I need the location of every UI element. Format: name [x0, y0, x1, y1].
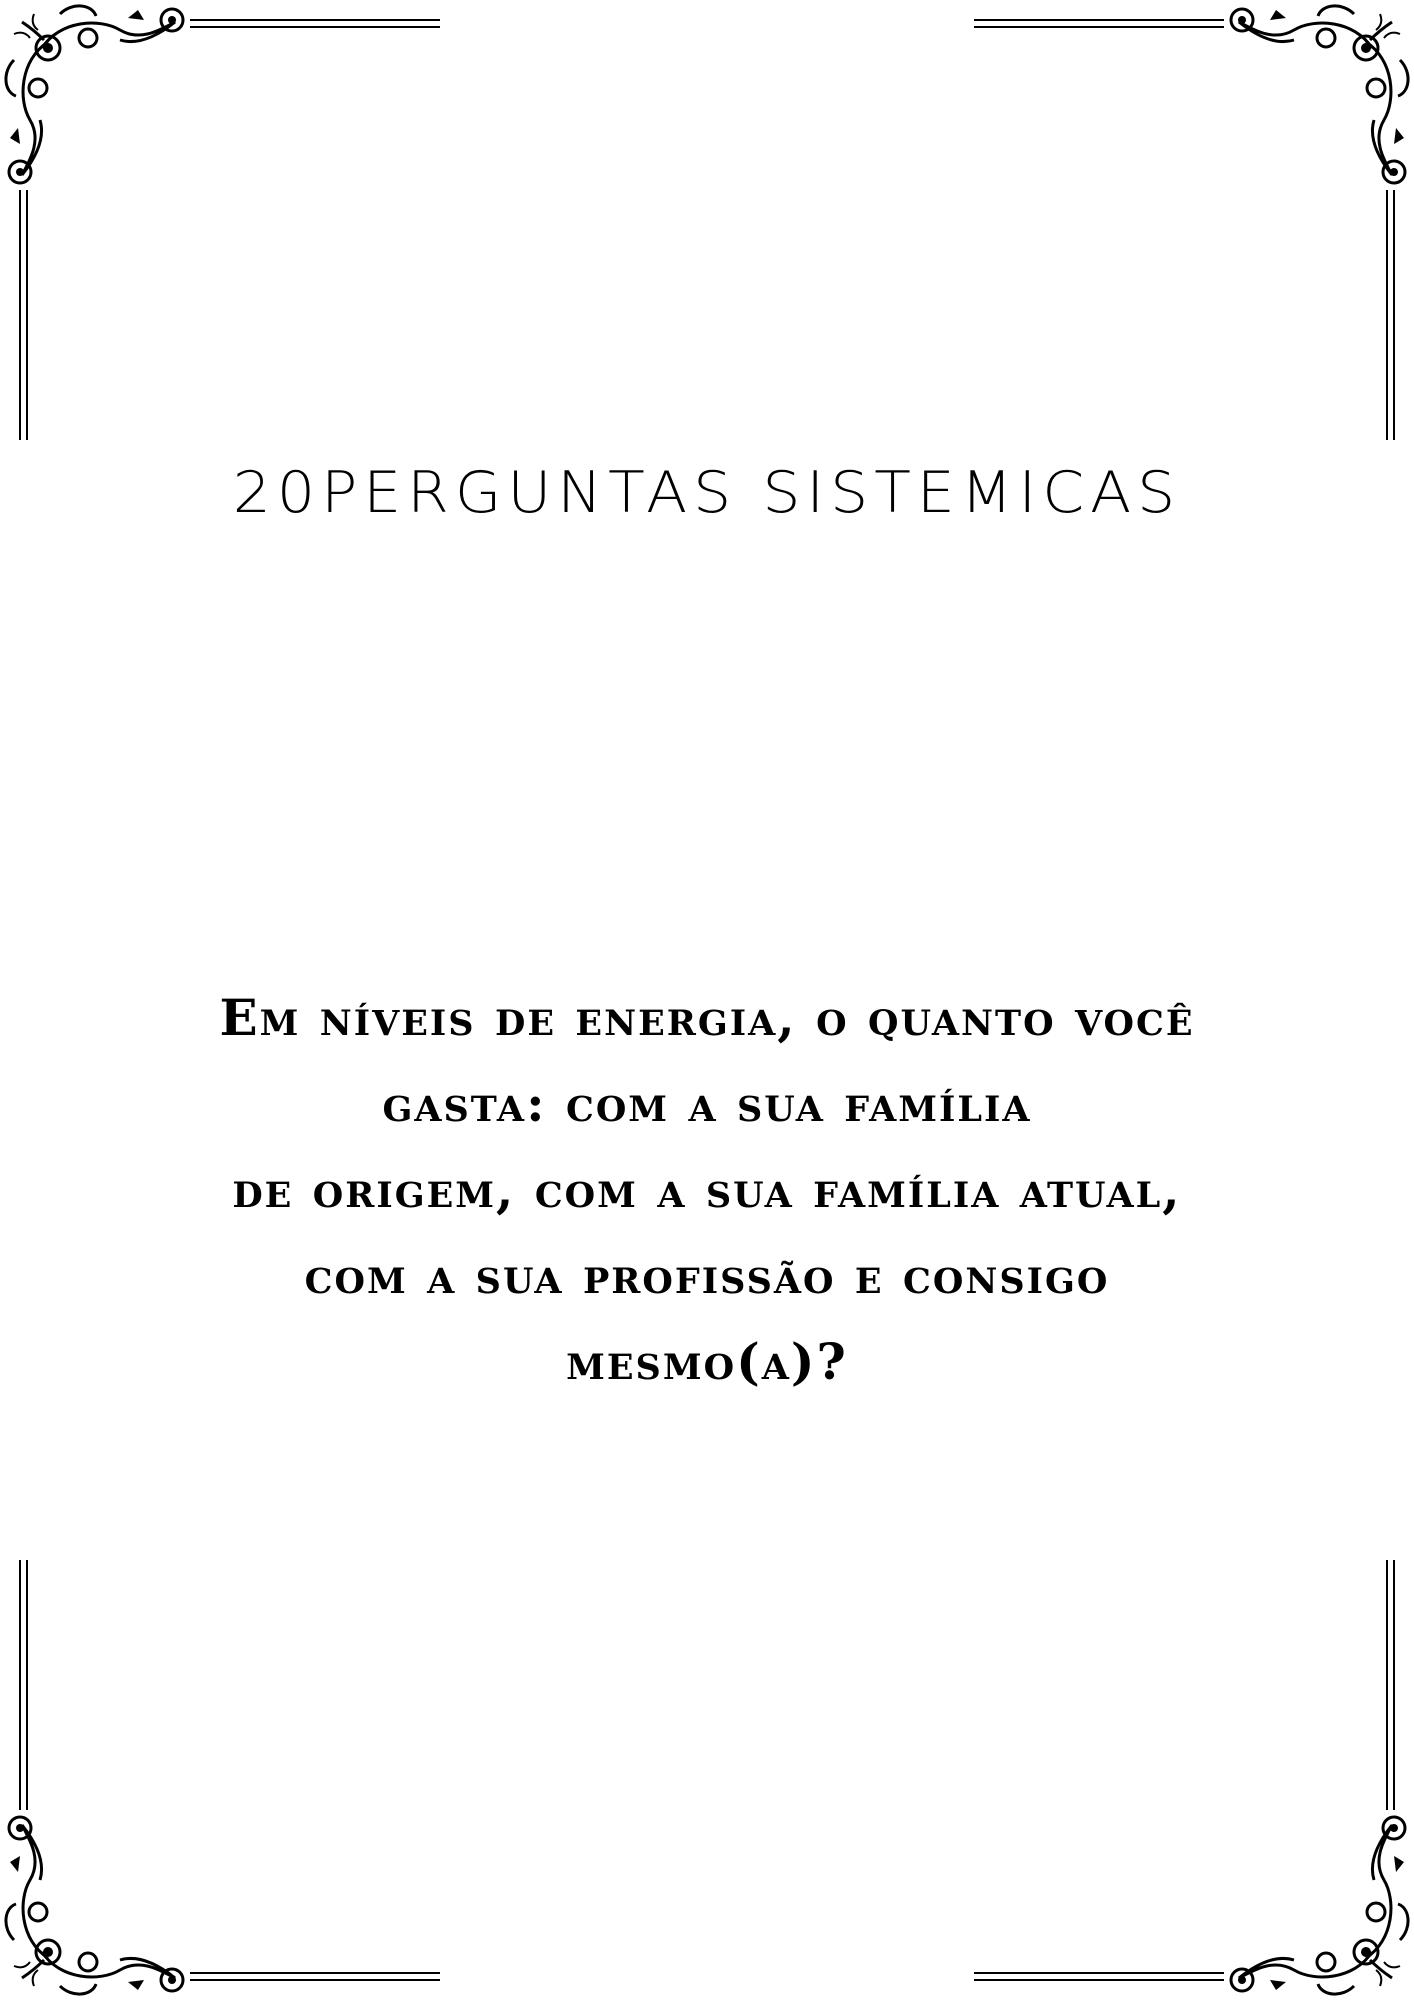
- corner-flourish-icon: [974, 1560, 1408, 1994]
- corner-flourish-icon: [6, 1560, 440, 1994]
- corner-flourish-icon: [6, 6, 440, 440]
- question-line: gasta: com a sua família: [382, 1074, 1032, 1133]
- question-line: de origem, com a sua família atual,: [232, 1160, 1182, 1219]
- question-line: mesmo(a)?: [566, 1332, 848, 1391]
- question-text: [60, 975, 1354, 1405]
- page-title: 20PERGUNTAS SISTEMICAS: [232, 459, 1182, 527]
- question-line: Em níveis de energia, o quanto você: [219, 988, 1195, 1047]
- question-line: com a sua profissão e consigo: [304, 1246, 1110, 1305]
- corner-flourish-icon: [974, 6, 1408, 440]
